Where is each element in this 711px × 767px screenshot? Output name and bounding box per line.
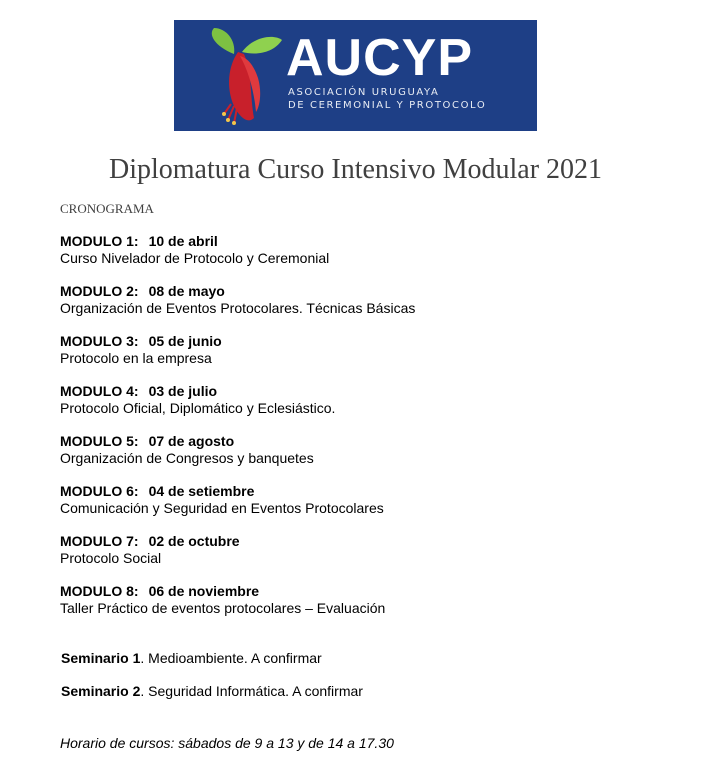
logo-subtitle-line2: DE CEREMONIAL Y PROTOCOLO bbox=[288, 100, 487, 111]
module-description: Protocolo Social bbox=[60, 550, 162, 566]
module-label: MODULO 7: bbox=[60, 533, 139, 549]
module-heading bbox=[60, 483, 680, 500]
module-label: MODULO 4: bbox=[60, 383, 139, 399]
seminar-item bbox=[61, 683, 363, 700]
module-date: 02 de octubre bbox=[148, 533, 240, 549]
seminar-text: . Medioambiente. A confirmar bbox=[140, 650, 322, 666]
module-description: Curso Nivelador de Protocolo y Ceremonial bbox=[60, 250, 330, 266]
aucyp-logo bbox=[174, 20, 537, 131]
module-item bbox=[60, 283, 680, 333]
module-item bbox=[60, 483, 680, 533]
schedule-note: Horario de cursos: sábados de 9 a 13 y de 14 a 17.30 bbox=[60, 735, 394, 751]
module-date: 08 de mayo bbox=[148, 283, 225, 299]
module-date: 06 de noviembre bbox=[148, 583, 260, 599]
module-date: 05 de junio bbox=[148, 333, 222, 349]
logo-wordmark: AUCYP bbox=[286, 29, 474, 87]
module-label: MODULO 5: bbox=[60, 433, 139, 449]
module-item bbox=[60, 583, 680, 633]
logo-subtitle bbox=[288, 86, 486, 112]
seminar-text: . Seguridad Informática. A confirmar bbox=[140, 683, 363, 699]
module-date: 03 de julio bbox=[148, 383, 218, 399]
module-label: MODULO 8: bbox=[60, 583, 139, 599]
module-description: Organización de Eventos Protocolares. Técnicas Básicas bbox=[60, 300, 416, 316]
module-label: MODULO 2: bbox=[60, 283, 139, 299]
section-label: CRONOGRAMA bbox=[60, 201, 154, 216]
module-item bbox=[60, 333, 680, 383]
seminar-label: Seminario 1 bbox=[61, 650, 141, 666]
module-label: MODULO 6: bbox=[60, 483, 139, 499]
logo-subtitle-line1: ASOCIACIÓN URUGUAYA bbox=[288, 87, 440, 98]
module-description: Protocolo en la empresa bbox=[60, 350, 212, 366]
module-description: Comunicación y Seguridad en Eventos Protocolares bbox=[60, 500, 384, 516]
module-heading bbox=[60, 433, 680, 450]
seminar-label: Seminario 2 bbox=[61, 683, 141, 699]
module-description: Organización de Congresos y banquetes bbox=[60, 450, 314, 466]
module-heading bbox=[60, 383, 680, 400]
module-item bbox=[60, 383, 680, 433]
module-label: MODULO 1: bbox=[60, 233, 139, 249]
module-heading bbox=[60, 283, 680, 300]
module-date: 10 de abril bbox=[148, 233, 218, 249]
module-description: Taller Práctico de eventos protocolares – Evaluación bbox=[60, 600, 386, 616]
flower-emblem-icon bbox=[204, 26, 284, 126]
module-heading bbox=[60, 333, 680, 350]
module-label: MODULO 3: bbox=[60, 333, 139, 349]
page-title: Diplomatura Curso Intensivo Modular 2021 bbox=[108, 154, 603, 185]
module-heading bbox=[60, 233, 680, 250]
module-date: 07 de agosto bbox=[148, 433, 235, 449]
module-heading bbox=[60, 533, 680, 550]
module-heading bbox=[60, 583, 680, 600]
module-item bbox=[60, 533, 680, 583]
module-item bbox=[60, 233, 680, 283]
seminar-item bbox=[61, 650, 322, 667]
module-list bbox=[60, 233, 680, 633]
module-description: Protocolo Oficial, Diplomático y Eclesiástico. bbox=[60, 400, 336, 416]
module-item bbox=[60, 433, 680, 483]
module-date: 04 de setiembre bbox=[148, 483, 255, 499]
